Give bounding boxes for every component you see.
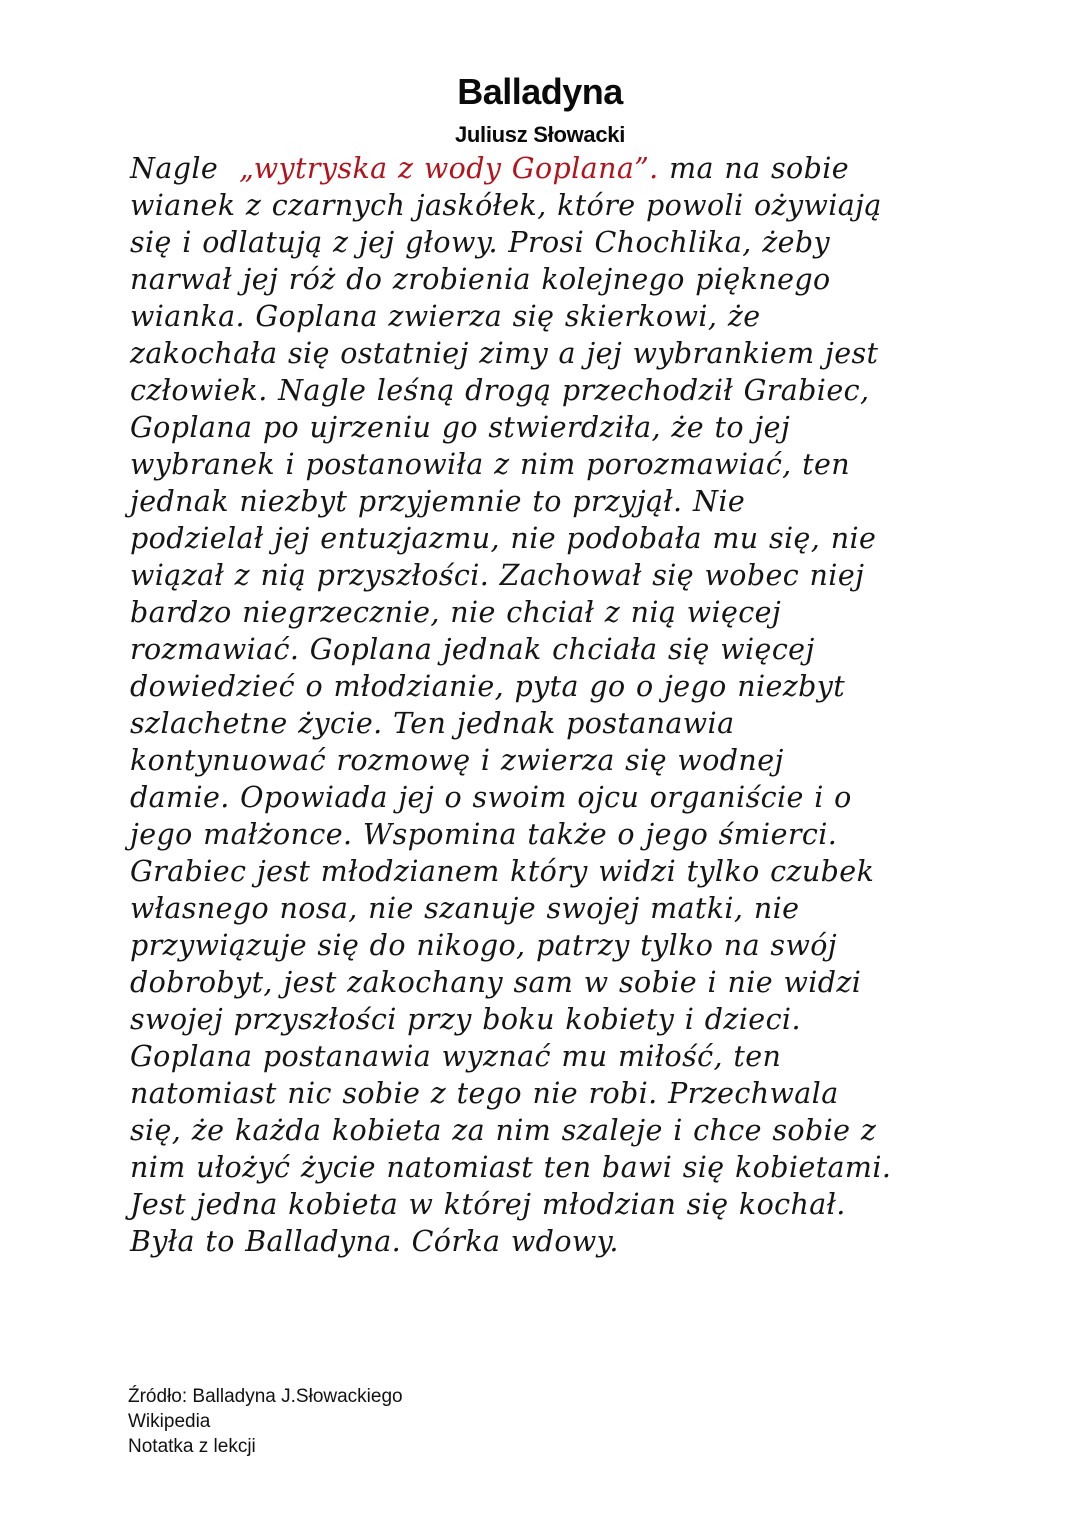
text-line: damie. Opowiada jej o swoim ojcu organiście i o (130, 781, 852, 814)
highlighted-quote: „wytryska z wody Goplana”. (239, 152, 659, 185)
text-line: bardzo niegrzecznie, nie chciał z nią więcej (130, 596, 782, 629)
text-line: Była to Balladyna. Córka wdowy. (130, 1225, 619, 1258)
text-line: wybranek i postanowiła z nim porozmawiać, ten (130, 448, 850, 481)
text-line: własnego nosa, nie szanuje swojej matki, nie (130, 892, 800, 925)
line-intro: Nagle (130, 152, 240, 185)
text-line: jego małżonce. Wspomina także o jego śmierci. (130, 818, 838, 851)
text-line: człowiek. Nagle leśną drogą przechodził Grabiec, (130, 374, 870, 407)
text-line: przywiązuje się do nikogo, patrzy tylko na swój (130, 929, 838, 962)
line-continuation: ma na sobie (658, 152, 850, 185)
source-line: Notatka z lekcji (128, 1436, 256, 1457)
text-line: wianek z czarnych jaskółek, które powoli ożywiają (130, 189, 882, 222)
text-line: nim ułożyć życie natomiast ten bawi się kobietami. (130, 1151, 892, 1184)
text-line: Jest jedna kobieta w której młodzian się kochał. (130, 1188, 846, 1221)
text-line: dowiedzieć o młodzianie, pyta go o jego niezbyt (130, 670, 846, 703)
document-title: Balladyna (457, 71, 623, 112)
text-line: wianka. Goplana zwierza się skierkowi, że (130, 300, 761, 333)
text-line: Goplana postanawia wyznać mu miłość, ten (130, 1040, 782, 1073)
body-text (130, 150, 970, 1260)
text-line: narwał jej róż do zrobienia kolejnego pięknego (130, 263, 831, 296)
text-line: rozmawiać. Goplana jednak chciała się więcej (130, 633, 815, 666)
text-line: dobrobyt, jest zakochany sam w sobie i nie widzi (130, 966, 862, 999)
text-line: natomiast nic sobie z tego nie robi. Przechwala (130, 1077, 839, 1110)
text-line: się, że każda kobieta za nim szaleje i chce sobie z (130, 1114, 877, 1147)
text-line: Grabiec jest młodzianem który widzi tylko czubek (130, 855, 875, 888)
text-line: jednak niezbyt przyjemnie to przyjął. Nie (130, 485, 746, 518)
text-line: szlachetne życie. Ten jednak postanawia (130, 707, 735, 740)
document-author: Juliusz Słowacki (454, 122, 626, 147)
source-line: Źródło: Balladyna J.Słowackiego (128, 1386, 403, 1407)
text-line: Goplana po ujrzeniu go stwierdziła, że to jej (130, 411, 791, 444)
text-line: swojej przyszłości przy boku kobiety i dzieci. (130, 1003, 801, 1036)
sources-footer (128, 1384, 403, 1459)
text-line: kontynuować rozmowę i zwierza się wodnej (130, 744, 784, 777)
text-line: wiązał z nią przyszłości. Zachował się wobec niej (130, 559, 865, 592)
text-line: zakochała się ostatniej zimy a jej wybrankiem jest (130, 337, 879, 370)
text-line: się i odlatują z jej głowy. Prosi Chochlika, żeby (130, 226, 831, 259)
text-line (130, 150, 970, 187)
text-line: podzielał jej entuzjazmu, nie podobała mu się, nie (130, 522, 877, 555)
source-line: Wikipedia (128, 1411, 211, 1432)
